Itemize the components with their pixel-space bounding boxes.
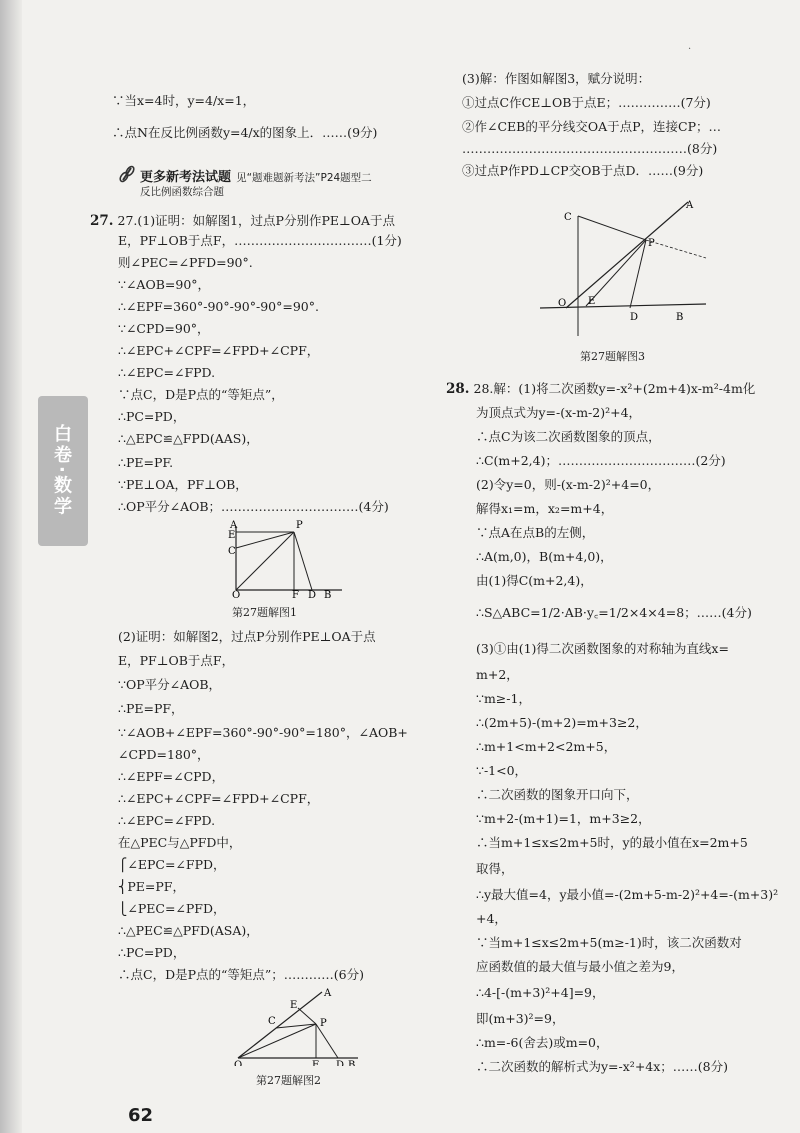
figure-27-3-diagram — [530, 196, 720, 346]
text-line: ⎧∠EPC=∠FPD， — [118, 857, 226, 872]
label-E: E — [290, 1000, 298, 1011]
text-line: ∴m=-6(舍去)或m=0， — [476, 1035, 609, 1050]
text-line: ⎨PE=PF， — [118, 879, 185, 894]
text-line: ∴4-[-(m+3)²+4]=9， — [476, 985, 605, 1000]
label-C: C — [564, 212, 572, 223]
label-A: A — [324, 988, 332, 999]
page-number: 62 — [128, 1105, 154, 1126]
text-line: ∴y最大值=4，y最小值=-(2m+5-m-2)²+4=-(m+3)² — [476, 887, 779, 902]
figure-caption: 第27题解图2 — [256, 1074, 321, 1087]
text-line: 在△PEC与△PFD中， — [118, 835, 242, 850]
text-line: ∴∠EPC+∠CPF=∠FPD+∠CPF， — [118, 343, 320, 358]
figure-27-1 — [220, 518, 350, 623]
text-line: ∴△EPC≌△FPD(AAS)， — [118, 431, 259, 446]
figure-caption: 第27题解图1 — [232, 606, 297, 619]
text-line: ∴点C，D是P点的“等矩点”；…………(6分) — [118, 967, 364, 982]
text-line: ∵当m+1≤x≤2m+5(m≥-1)时，该二次函数对 — [476, 935, 742, 950]
label-F: F — [292, 590, 299, 598]
text-line: ∴点C为该二次函数图象的顶点， — [476, 429, 661, 444]
label-A: A — [230, 520, 238, 531]
text-line: ∴PC=PD， — [118, 945, 186, 960]
figure-27-1-diagram — [220, 518, 350, 598]
label-D: D — [308, 590, 317, 598]
text-line-content: 28.解：(1)将二次函数y=-x²+(2m+4)x-m²-4m化 — [473, 381, 756, 396]
text-line: 即(m+3)²=9， — [476, 1011, 565, 1026]
label-C: C — [228, 546, 236, 557]
text-line: ∴点N在反比例函数y=4/x的图象上．……(9分) — [112, 125, 378, 140]
text-line: ∴∠EPC=∠FPD. — [118, 365, 216, 380]
text-line — [446, 380, 755, 398]
text-line: ∵-1<0， — [476, 763, 528, 778]
label-P: P — [648, 238, 655, 249]
text-line: 应函数值的最大值与最小值之差为9， — [476, 959, 684, 974]
text-line: ∵点A在点B的左侧， — [476, 525, 595, 540]
label-E: E — [228, 530, 236, 541]
label-C: C — [268, 1016, 276, 1027]
text-line: ∴C(m+2,4)；……………………………(2分) — [476, 453, 726, 468]
tag-title: 更多新考法试题 — [140, 170, 232, 185]
label-D: D — [336, 1060, 345, 1066]
text-line: ⎩∠PEC=∠PFD， — [118, 901, 226, 916]
label-B: B — [324, 590, 332, 598]
label-P: P — [320, 1018, 327, 1029]
text-line: E，PF⊥OB于点F，……………………………(1分) — [118, 233, 402, 248]
text-line: ∴(2m+5)-(m+2)=m+3≥2， — [476, 715, 648, 730]
text-line: 为顶点式为y=-(x-m-2)²+4， — [476, 405, 642, 420]
figure-27-2-diagram — [228, 986, 368, 1066]
tag-reference: 见“题难题新考法”P24题型二 — [236, 172, 372, 184]
text-line: ∴PC=PD， — [118, 409, 186, 424]
text-line: ∴∠EPC=∠FPD. — [118, 813, 216, 828]
text-line: ∴m+1<m+2<2m+5， — [476, 739, 617, 754]
page-binding-shadow — [0, 0, 22, 1133]
text-line: ∵∠CPD=90°， — [118, 321, 210, 336]
corner-mark: · — [688, 44, 692, 55]
text-line: ∴S△ABC=1/2·AB·y꜀=1/2×4×4=8；……(4分) — [476, 605, 752, 620]
label-P: P — [296, 520, 303, 531]
text-line: ∵∠AOB+∠EPF=360°-90°-90°=180°，∠AOB+ — [118, 725, 408, 740]
text-line: ∴A(m,0)，B(m+4,0)， — [476, 549, 613, 564]
label-B: B — [676, 312, 684, 323]
text-line: ∴当m+1≤x≤2m+5时，y的最小值在x=2m+5 — [476, 835, 748, 850]
text-line: 由(1)得C(m+2,4)， — [476, 573, 593, 588]
side-tab-label: 白卷·数学 — [51, 424, 72, 518]
label-O: O — [558, 298, 567, 309]
text-line: ∵点C，D是P点的“等矩点”， — [118, 387, 284, 402]
text-line: ③过点P作PD⊥CP交OB于点D．……(9分) — [462, 163, 704, 178]
text-line: E，PF⊥OB于点F， — [118, 653, 235, 668]
label-E: E — [588, 296, 596, 307]
text-line: ∠CPD=180°， — [118, 747, 210, 762]
text-line: ∴∠EPC+∠CPF=∠FPD+∠CPF， — [118, 791, 320, 806]
figure-27-2 — [228, 986, 368, 1090]
text-line: ∴∠EPF=∠CPD， — [118, 769, 225, 784]
text-line: ∴二次函数的图象开口向下， — [476, 787, 639, 802]
question-number: 27. — [90, 213, 114, 229]
label-A: A — [686, 200, 694, 211]
text-line: ∵m≥-1， — [476, 691, 531, 706]
tag-subtitle: 反比例函数综合题 — [140, 186, 224, 198]
link-icon — [118, 164, 136, 184]
text-line: ∵PE⊥OA，PF⊥OB， — [118, 477, 248, 492]
side-tab — [38, 396, 88, 546]
text-line: (3)①由(1)得二次函数图象的对称轴为直线x= — [476, 641, 729, 656]
text-line: (2)证明：如解图2，过点P分别作PE⊥OA于点 — [118, 629, 376, 644]
text-line: ∴∠EPF=360°-90°-90°-90°=90°. — [118, 299, 319, 314]
text-line — [90, 212, 395, 230]
text-line: (3)解：作图如解图3，赋分说明： — [462, 71, 651, 86]
text-line: m+2， — [476, 667, 519, 682]
question-number: 28. — [446, 381, 470, 397]
text-line: ∴PE=PF， — [118, 701, 184, 716]
label-B: B — [348, 1060, 356, 1066]
more-questions-tag — [118, 162, 418, 202]
text-line: 取得， — [476, 861, 514, 876]
text-line: +4， — [476, 911, 507, 926]
text-line: ………………………………………………(8分) — [462, 141, 718, 156]
text-line: ∴OP平分∠AOB；……………………………(4分) — [118, 499, 389, 514]
text-line: ∵OP平分∠AOB， — [118, 677, 222, 692]
text-line: ∵当x=4时，y=4/x=1， — [112, 93, 256, 108]
text-line: ②作∠CEB的平分线交OA于点P，连接CP；… — [462, 119, 722, 134]
text-line: ∴二次函数的解析式为y=-x²+4x；……(8分) — [476, 1059, 729, 1074]
figure-caption: 第27题解图3 — [580, 350, 645, 363]
label-O: O — [234, 1060, 243, 1066]
label-D: D — [630, 312, 639, 323]
label-O: O — [232, 590, 241, 598]
text-line: 则∠PEC=∠PFD=90°. — [118, 255, 253, 270]
text-line: ∴PE=PF. — [118, 455, 174, 470]
text-line: ①过点C作CE⊥OB于点E；……………(7分) — [462, 95, 711, 110]
text-line: ∵∠AOB=90°， — [118, 277, 211, 292]
text-line: 解得x₁=m，x₂=m+4， — [476, 501, 614, 516]
text-line: (2)令y=0，则-(x-m-2)²+4=0， — [476, 477, 661, 492]
label-F: F — [312, 1060, 319, 1066]
text-line: ∵m+2-(m+1)=1，m+3≥2， — [476, 811, 651, 826]
figure-27-3 — [530, 196, 720, 366]
text-line-content: 27.(1)证明：如解图1，过点P分别作PE⊥OA于点 — [117, 213, 396, 228]
text-line: ∴△PEC≌△PFD(ASA)， — [118, 923, 259, 938]
